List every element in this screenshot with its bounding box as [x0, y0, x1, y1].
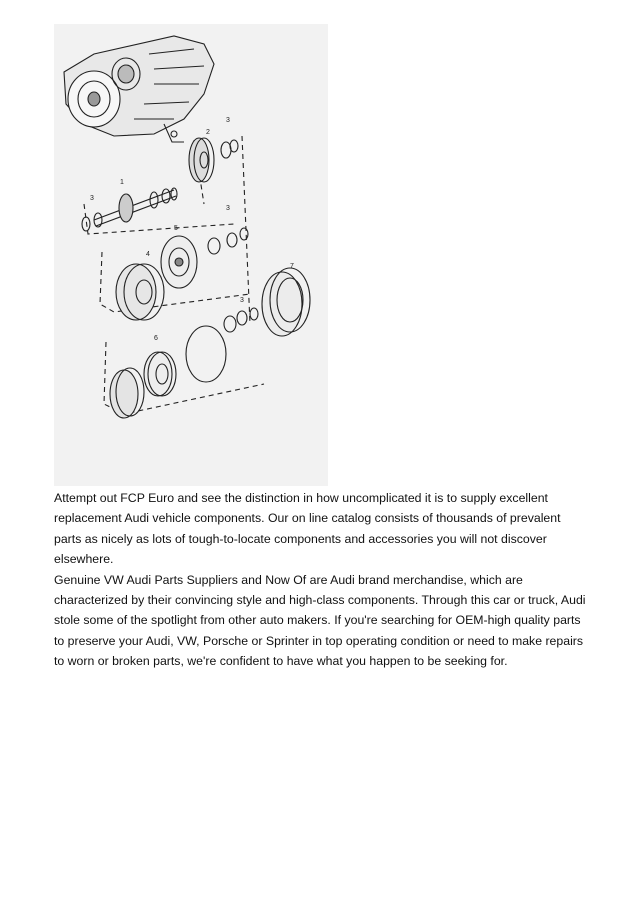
transmission-housing	[64, 36, 214, 142]
svg-text:2: 2	[206, 129, 210, 136]
shaft-part-1	[82, 188, 177, 231]
carrier-part-5	[161, 228, 248, 288]
washers-part-3	[224, 308, 258, 332]
paragraph: Genuine VW Audi Parts Suppliers and Now Of are Audi brand merchandise, which are characterized by their convincing style and high-class components. Through this car or truck, Audi stole some of the spotlight from other auto makers. If you're searching for OEM-high quality parts to preserve your Audi, VW, Porsche or Sprinter in top operating condition or need to make repairs to worn or broken parts, we're confident to have what you happen to be seeking for.	[54, 572, 586, 669]
svg-text:4: 4	[146, 251, 150, 258]
ring-part-7	[262, 268, 310, 336]
svg-text:6: 6	[154, 335, 158, 342]
snap-ring	[186, 326, 226, 382]
svg-text:1: 1	[120, 179, 124, 186]
svg-text:3: 3	[90, 195, 94, 202]
drum-part-6	[110, 352, 176, 418]
svg-text:5: 5	[174, 225, 178, 232]
svg-text:3: 3	[226, 205, 230, 212]
svg-text:3: 3	[240, 297, 244, 304]
gear-part-2	[189, 138, 238, 182]
svg-text:3: 3	[226, 117, 230, 124]
svg-text:7: 7	[290, 263, 294, 270]
exploded-transmission-parts-diagram-icon	[54, 24, 328, 486]
paragraph: Attempt out FCP Euro and see the distinction in how uncomplicated it is to supply excellent replacement Audi vehicle components. Our on line catalog consists of thousands of prevalent parts as nicely as lots of tough-to-locate components and accessories you will not discover elsewhere.	[54, 491, 561, 567]
transmission-diagram	[54, 24, 328, 486]
drum-part-4	[116, 264, 164, 320]
body-text	[54, 488, 586, 672]
